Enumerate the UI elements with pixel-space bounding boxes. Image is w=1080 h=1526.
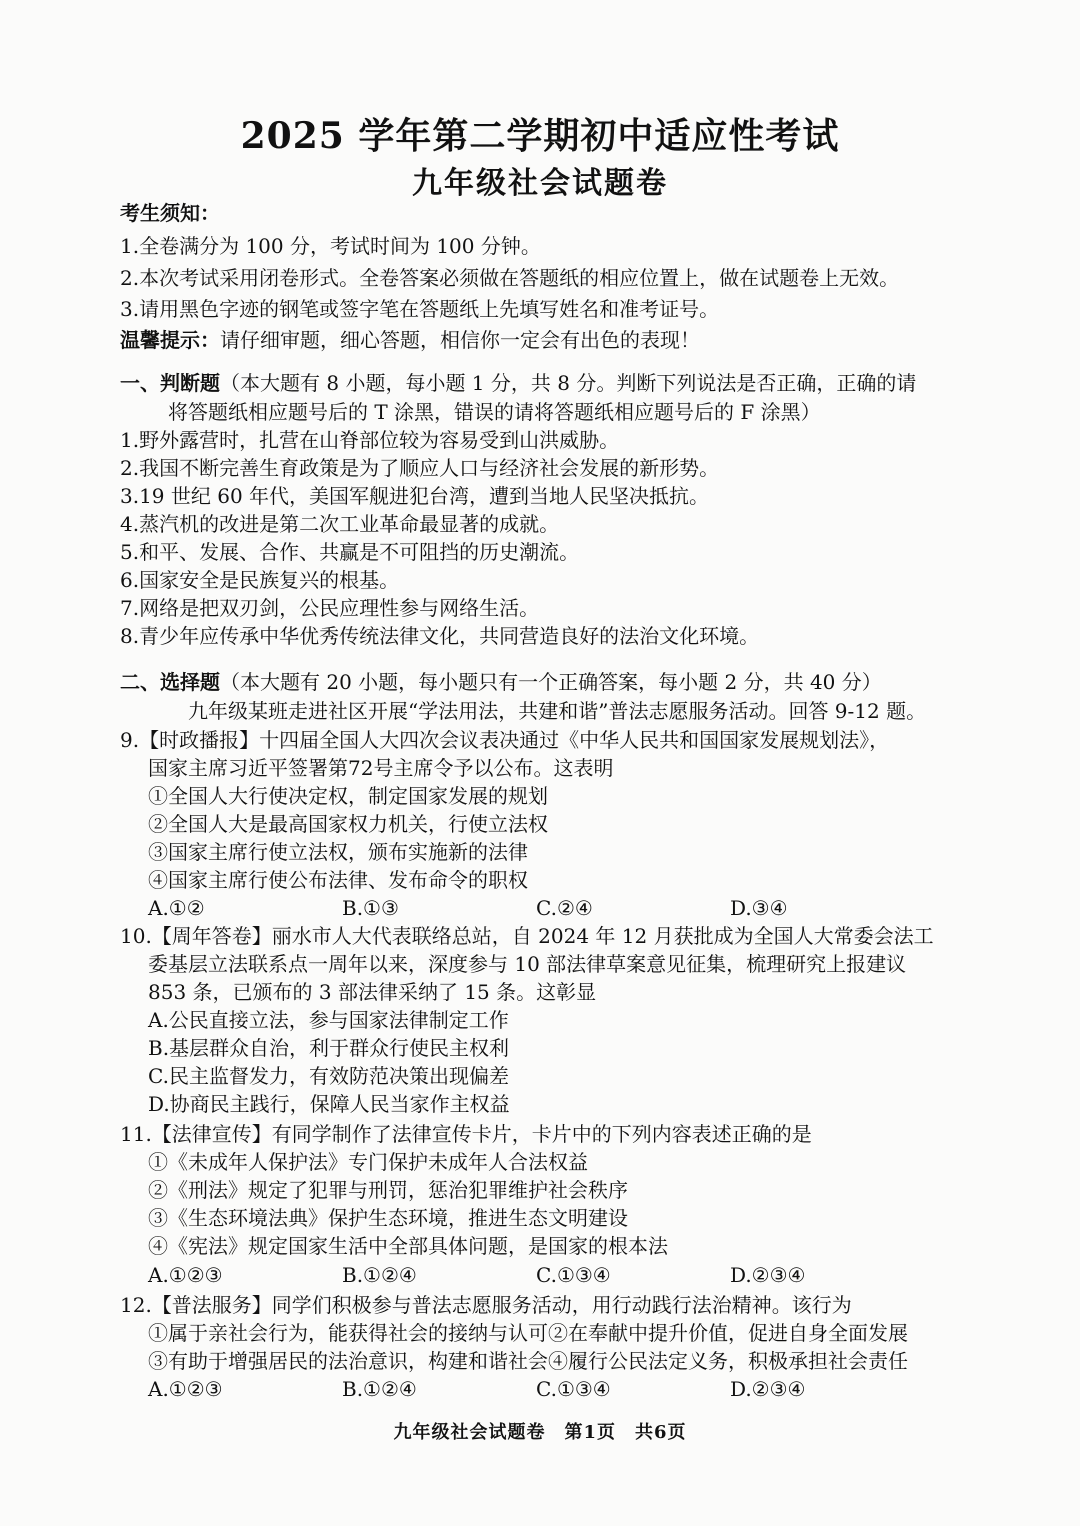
question-9-statement: ②全国人大是最高国家权力机关，行使立法权 xyxy=(148,812,548,836)
option-d: D.②③④ xyxy=(730,1263,806,1287)
page-title: 2025 学年第二学期初中适应性考试 xyxy=(240,115,840,157)
option-a: A.①② xyxy=(148,896,205,920)
question-12-statements: ①属于亲社会行为，能获得社会的接纳与认可②在奉献中提升价值，促进自身全面发展 xyxy=(148,1321,908,1345)
judgment-item: 2.我国不断完善生育政策是为了顺应人口与经济社会发展的新形势。 xyxy=(120,456,720,480)
section2-heading xyxy=(120,668,882,696)
question-10-stem: 10.【周年答卷】丽水市人大代表联络总站，自 2024 年 12 月获批成为全国人大常委会法工 xyxy=(120,924,934,948)
question-9-statement: ③国家主席行使立法权，颁布实施新的法律 xyxy=(148,840,528,864)
option-d: D.③④ xyxy=(730,896,788,920)
judgment-item: 3.19 世纪 60 年代，美国军舰进犯台湾，遭到当地人民坚决抵抗。 xyxy=(120,484,710,508)
warm-tip-label: 温馨提示： xyxy=(120,328,220,352)
question-11-statement: ②《刑法》规定了犯罪与刑罚，惩治犯罪维护社会秩序 xyxy=(148,1178,628,1202)
judgment-item: 1.野外露营时，扎营在山脊部位较为容易受到山洪威胁。 xyxy=(120,428,620,452)
judgment-item: 4.蒸汽机的改进是第二次工业革命最显著的成就。 xyxy=(120,512,560,536)
option-a: A.①②③ xyxy=(148,1377,223,1401)
option-b: B.①②④ xyxy=(342,1263,417,1287)
question-10-stem-cont: 853 条，已颁布的 3 部法律采纳了 15 条。这彰显 xyxy=(148,980,597,1004)
question-11-statement: ①《未成年人保护法》专门保护未成年人合法权益 xyxy=(148,1150,588,1174)
notice-item: 3.请用黑色字迹的钢笔或签字笔在答题纸上先填写姓名和准考证号。 xyxy=(120,297,720,321)
page-subtitle: 九年级社会试题卷 xyxy=(412,166,668,201)
warm-tip xyxy=(120,326,700,354)
judgment-item: 6.国家安全是民族复兴的根基。 xyxy=(120,568,400,592)
section1-instructions-cont: 将答题纸相应题号后的 T 涂黑，错误的请将答题纸相应题号后的 F 涂黑） xyxy=(168,400,821,424)
page-footer: 九年级社会试题卷 第1页 共6页 xyxy=(393,1422,687,1443)
judgment-item: 8.青少年应传承中华优秀传统法律文化，共同营造良好的法治文化环境。 xyxy=(120,624,760,648)
question-10-option: B.基层群众自治，利于群众行使民主权利 xyxy=(148,1036,510,1060)
option-a: A.①②③ xyxy=(148,1263,223,1287)
question-9-statement: ④国家主席行使公布法律、发布命令的职权 xyxy=(148,868,528,892)
question-10-option: A.公民直接立法，参与国家法律制定工作 xyxy=(148,1008,509,1032)
option-d: D.②③④ xyxy=(730,1377,806,1401)
section2-intro: 九年级某班走进社区开展“学法用法，共建和谐”普法志愿服务活动。回答 9-12 题。 xyxy=(188,699,927,723)
question-11-statement: ③《生态环境法典》保护生态环境，推进生态文明建设 xyxy=(148,1206,628,1230)
question-9-stem: 9.【时政播报】十四届全国人大四次会议表决通过《中华人民共和国国家发展规划法》， xyxy=(120,728,890,752)
option-c: C.①③④ xyxy=(536,1263,611,1287)
notice-item: 2.本次考试采用闭卷形式。全卷答案必须做在答题纸的相应位置上，做在试题卷上无效。 xyxy=(120,266,900,290)
notice-heading: 考生须知： xyxy=(120,201,220,225)
question-10-stem-cont: 委基层立法联系点一周年以来，深度参与 10 部法律草案意见征集，梳理研究上报建议 xyxy=(148,952,907,976)
option-b: B.①③ xyxy=(342,896,399,920)
section1-instructions: （本大题有 8 小题，每小题 1 分，共 8 分。判断下列说法是否正确，正确的请 xyxy=(220,371,917,395)
section1-heading xyxy=(120,369,916,397)
judgment-item: 5.和平、发展、合作、共赢是不可阻挡的历史潮流。 xyxy=(120,540,580,564)
question-10-option: C.民主监督发力，有效防范决策出现偏差 xyxy=(148,1064,509,1088)
question-12-stem: 12.【普法服务】同学们积极参与普法志愿服务活动，用行动践行法治精神。该行为 xyxy=(120,1293,852,1317)
question-11-statement: ④《宪法》规定国家生活中全部具体问题，是国家的根本法 xyxy=(148,1234,668,1258)
question-9-stem-cont: 国家主席习近平签署第72号主席令予以公布。这表明 xyxy=(148,756,614,780)
warm-tip-text: 请仔细审题，细心答题，相信你一定会有出色的表现！ xyxy=(220,328,700,352)
option-c: C.②④ xyxy=(536,896,593,920)
section1-label: 一、判断题 xyxy=(120,371,220,395)
option-b: B.①②④ xyxy=(342,1377,417,1401)
notice-item: 1.全卷满分为 100 分，考试时间为 100 分钟。 xyxy=(120,234,541,258)
section2-instructions: （本大题有 20 小题，每小题只有一个正确答案，每小题 2 分，共 40 分） xyxy=(220,670,882,694)
question-9-statement: ①全国人大行使决定权，制定国家发展的规划 xyxy=(148,784,548,808)
judgment-item: 7.网络是把双刃剑，公民应理性参与网络生活。 xyxy=(120,596,540,620)
section2-label: 二、选择题 xyxy=(120,670,220,694)
question-10-option: D.协商民主践行，保障人民当家作主权益 xyxy=(148,1092,510,1116)
option-c: C.①③④ xyxy=(536,1377,611,1401)
question-11-stem: 11.【法律宣传】有同学制作了法律宣传卡片，卡片中的下列内容表述正确的是 xyxy=(120,1122,812,1146)
question-12-statements: ③有助于增强居民的法治意识，构建和谐社会④履行公民法定义务，积极承担社会责任 xyxy=(148,1349,908,1373)
